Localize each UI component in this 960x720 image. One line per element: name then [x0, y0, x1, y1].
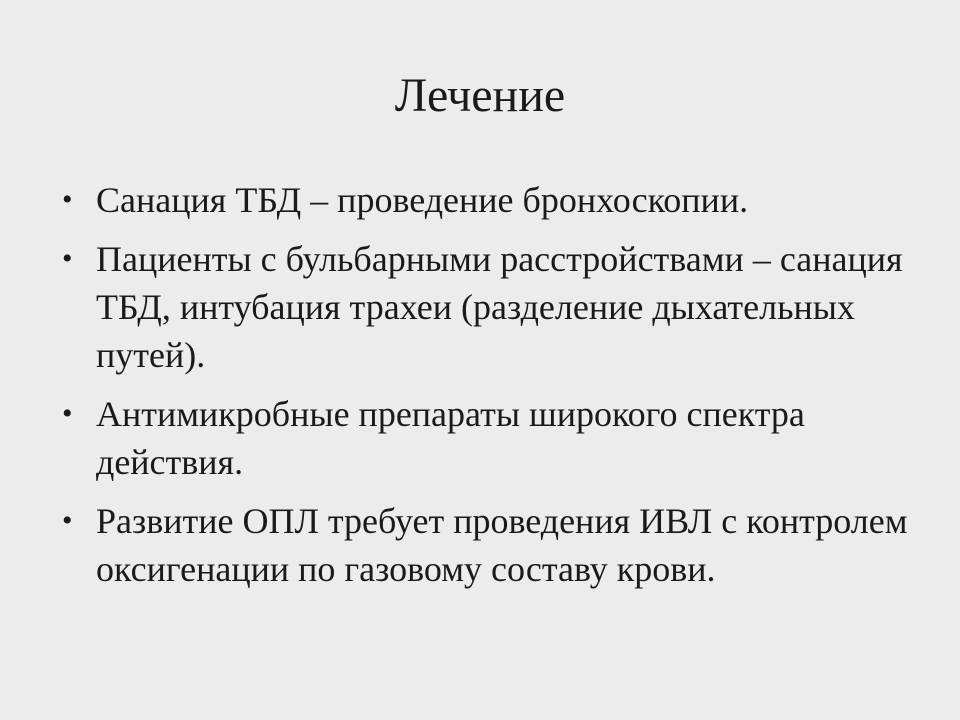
bullet-text: Развитие ОПЛ требует проведения ИВЛ с контролем оксигенации по газовому составу крови.: [96, 501, 908, 589]
bullet-icon: •: [62, 397, 73, 430]
bullet-text: Антимикробные препараты широкого спектра действия.: [96, 394, 805, 482]
bullet-item: [62, 497, 922, 593]
bullet-item: [62, 176, 922, 224]
bullet-item: [62, 390, 922, 486]
bullet-icon: •: [62, 504, 73, 537]
bullet-icon: •: [62, 242, 73, 275]
bullet-text: Санация ТБД – проведение бронхоскопии.: [96, 180, 749, 220]
bullet-list: [62, 176, 922, 604]
bullet-text: Пациенты с бульбарными расстройствами – санация ТБД, интубация трахеи (разделение дыхательных путей).: [96, 239, 903, 375]
bullet-icon: •: [62, 183, 73, 216]
bullet-item: [62, 235, 922, 379]
slide-title: Лечение: [394, 69, 566, 122]
